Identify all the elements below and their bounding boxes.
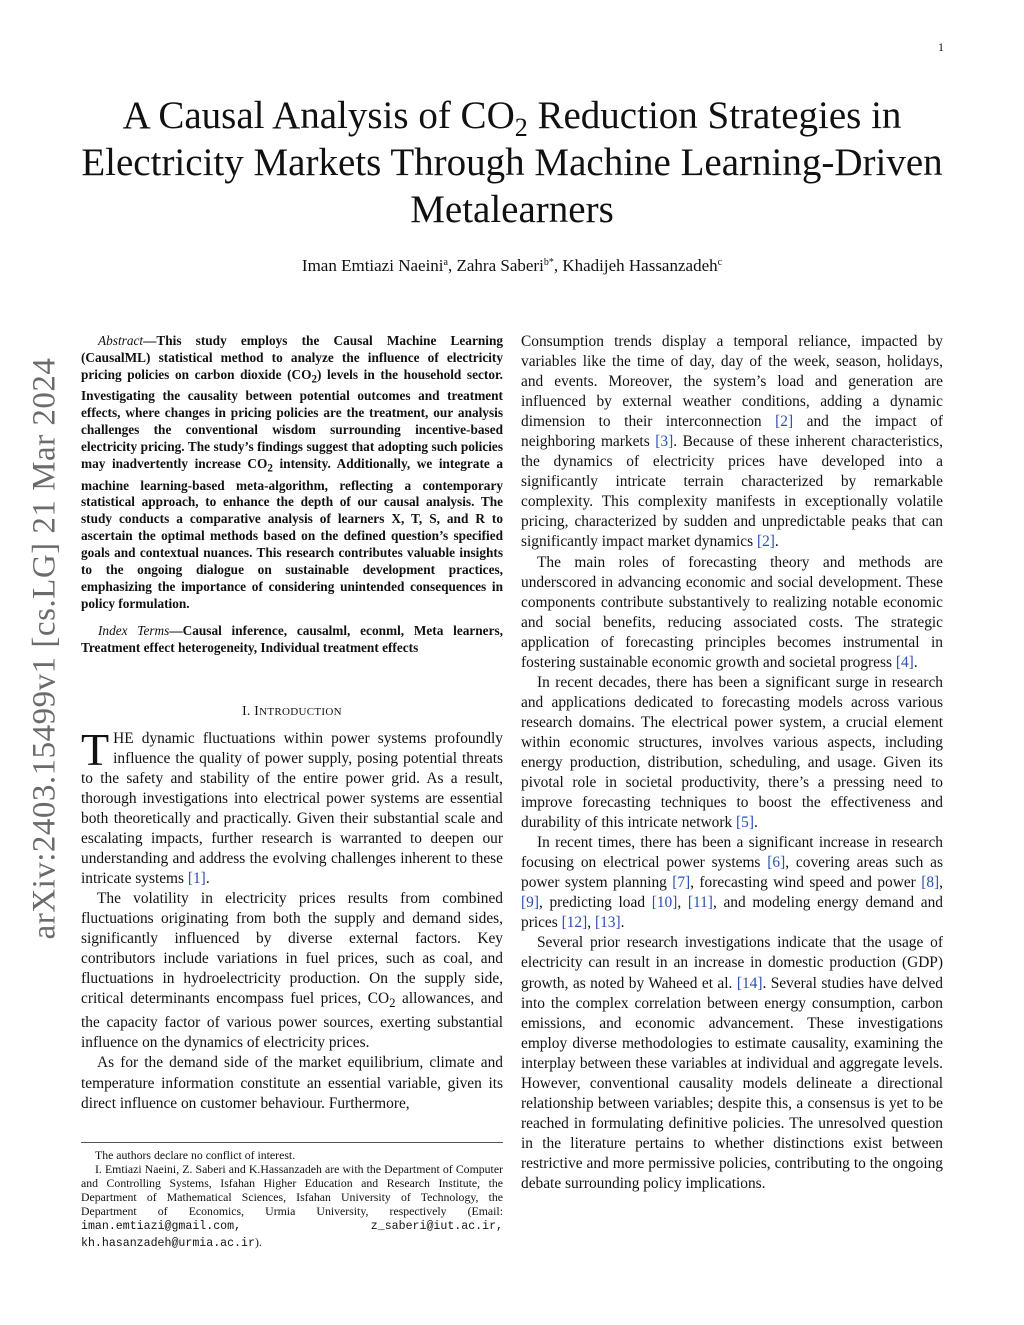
- footnote-separator: ,: [496, 1220, 503, 1234]
- paragraph-text: ,: [939, 874, 943, 892]
- abstract-label: Abstract: [98, 333, 144, 348]
- citation-link[interactable]: [10]: [651, 894, 678, 912]
- section-title-first-letter: I: [254, 702, 260, 718]
- title-part-1: A Causal Analysis of CO: [122, 94, 515, 137]
- title-part-2: Reduction Strategies in Electricity Markets Through Machine Learning-Driven Metalearners: [81, 94, 943, 231]
- paragraph-text: , covering areas such as power system planning: [521, 854, 943, 892]
- author-1: Iman Emtiazi Naeini: [301, 256, 444, 275]
- footnote: The authors declare no conflict of interest.: [95, 1148, 296, 1162]
- paragraph: As for the demand side of the market equilibrium, climate and temperature information constitute an essential variable, given its direct influence on customer behaviour. Furthermore,: [81, 1054, 503, 1112]
- paragraph-text: .: [205, 869, 210, 887]
- footnote-rule: [81, 1142, 503, 1143]
- footnote: [81, 1162, 503, 1251]
- paragraph: [521, 833, 943, 933]
- email-link[interactable]: iman.emtiazi@gmail.com: [81, 1220, 235, 1234]
- citation-link[interactable]: [2]: [756, 533, 775, 551]
- author-2-affiliation: b*: [543, 257, 554, 268]
- paragraph-text: .: [753, 814, 758, 832]
- author-3: Khadijeh Hassanzadeh: [562, 256, 718, 275]
- drop-cap: T: [81, 723, 110, 775]
- left-column: [81, 333, 503, 1114]
- citation-link[interactable]: [14]: [736, 974, 763, 992]
- citation-link[interactable]: [5]: [736, 814, 754, 832]
- paragraph-text: dynamic fluctuations within power systems profoundly influence the quality of power supply, posing potential threats to the safety and stability of the entire power grid. As a result, thorough investigations into electrical power systems are essential both theoretically and practically. Given their substantial scale and escalating impacts, further research is warranted to deepen our understanding and address the evolving challenges inherent to these intricate systems: [81, 729, 503, 887]
- paragraph: [521, 933, 943, 1194]
- paragraph: [81, 889, 503, 1053]
- author-separator: ,: [553, 256, 563, 275]
- index-terms-label: Index Terms: [98, 622, 170, 638]
- email-link[interactable]: kh.hasanzadeh@urmia.ac.ir: [81, 1236, 255, 1250]
- paragraph-text: . Because of these inherent characteristics, the dynamics of electricity prices have developed into a significantly intricate terrain characterized by remarkable complexity. This complexity manifests in exceptionally volatile pricing, characterized by sudden and unpredictable peaks that can significantly impact market dynamics: [521, 433, 943, 551]
- subscript: 2: [389, 996, 396, 1011]
- paragraph-text: , and modeling energy demand and prices: [521, 894, 943, 932]
- paragraph-text: , forecasting wind speed and power: [690, 874, 922, 892]
- index-terms: [81, 623, 503, 657]
- citation-link[interactable]: [4]: [895, 653, 914, 671]
- footnote-text: ).: [254, 1234, 262, 1249]
- paragraph-text: and the impact of neighboring markets: [521, 413, 943, 451]
- email-link[interactable]: z_saberi@iut.ac.ir: [370, 1220, 497, 1234]
- paragraph-text: ,: [677, 894, 688, 912]
- abstract-subscript: 2: [267, 462, 273, 475]
- citation-link[interactable]: [6]: [767, 854, 786, 872]
- abstract-text: intensity. Additionally, we integrate a machine learning-based meta-algorithm, reflecting a contemporary statistical approach, to enhance the depth of our causal analysis. The study conducts a comparative analysis of learners X, T, S, and R to ascertain the optimal methods based on the defined question’s specified goals and contextual nuances. This research contributes valuable insights to the ongoing dialogue on sustainable development practices, emphasizing the importance of considering unintended consequences in policy formulation.: [81, 456, 503, 611]
- footnotes: [81, 1142, 503, 1251]
- footnote-text: I. Emtiazi Naeini, Z. Saberi and K.Hassanzadeh are with the Department of Computer and Controlling Systems, Isfahan Higher Education and Research Institute, the Department of Mathematical Sciences, Isfahan University of Technology, the Department of Economics, Urmia University, respectively (Email:: [81, 1162, 503, 1219]
- section-numeral: I.: [242, 702, 255, 718]
- paragraph-text: .: [913, 653, 918, 671]
- citation-link[interactable]: [8]: [921, 874, 940, 892]
- citation-link[interactable]: [13]: [594, 914, 621, 932]
- citation-link[interactable]: [3]: [655, 433, 674, 451]
- abstract-text: ) levels in the household sector. Investigating the causality between potential outcomes and treatment effects, where changes in pricing policies are the treatment, our analysis challenges the conventional wisdom surrounding incentive-based electricity pricing. The study’s findings suggest that adopting such policies may inadvertently increase CO: [81, 366, 503, 471]
- citation-link[interactable]: [9]: [521, 894, 539, 912]
- paragraph: [521, 332, 943, 553]
- abstract-subscript: 2: [311, 373, 317, 386]
- index-terms-dash: —: [169, 622, 183, 638]
- section-title-rest: NTRODUCTION: [259, 705, 342, 718]
- footnote-separator: ,: [234, 1220, 371, 1234]
- abstract: [81, 333, 503, 613]
- arxiv-identifier-stamp[interactable]: arXiv:2403.15499v1 [cs.LG] 21 Mar 2024: [26, 357, 63, 940]
- citation-link[interactable]: [11]: [687, 894, 713, 912]
- author-list: [60, 256, 964, 276]
- author-1-affiliation: a: [443, 257, 448, 268]
- paragraph-text: Consumption trends display a temporal reliance, impacted by variables like the time of day, day of the week, season, holidays, and events. Moreover, the system’s load and generation are influenced by external weather conditions, adding a dynamic dimension to their interconnection: [521, 333, 943, 431]
- right-column: [521, 332, 943, 1194]
- citation-link[interactable]: [7]: [672, 874, 691, 892]
- section-heading-introduction: [81, 703, 503, 719]
- paragraph-text: Several prior research investigations indicate that the usage of electricity can result in an increase in domestic production (GDP) growth, as noted by Waheed et al.: [521, 934, 943, 992]
- paragraph-text: The volatility in electricity prices results from combined fluctuations originating from both the supply and demand sides, significantly influenced by diverse external factors. Key contributors include variations in fuel prices, such as coal, and fluctuations in hydroelectricity production. On the supply side, critical determinants encompass fuel prices, CO: [81, 890, 503, 1008]
- author-2: Zahra Saberi: [456, 256, 544, 275]
- abstract-text: This study employs the Causal Machine Learning (CausalML) statistical method to analyze the influence of electricity pricing policies on carbon dioxide (CO: [81, 333, 503, 382]
- paragraph: [521, 553, 943, 673]
- paragraph-text: , predicting load: [538, 894, 652, 912]
- paragraph: [521, 673, 943, 833]
- author-3-affiliation: c: [717, 257, 723, 268]
- title-subscript: 2: [514, 113, 528, 142]
- paragraph-text: allowances, and the capacity factor of various power sources, exerting substantial influence on the dynamics of electricity prices.: [81, 990, 503, 1052]
- abstract-dash: —: [143, 333, 157, 348]
- paragraph-text: . Several studies have delved into the complex correlation between energy consumption, carbon emissions, and economic advancement. These investigations employ diverse methodologies to estimate causality, examining the interplay between these variables at individual and aggregate levels. However, conventional causality models delineate a directional relationship between variables; despite this, a consensus is yet to be reached in formulating definitive policies. The unresolved question in the literature pertains to whether distinctions exist between restrictive and more permissive policies, contributing to the ongoing debate surrounding policy implications.: [521, 974, 944, 1192]
- paragraph-text: In recent decades, there has been a significant surge in research and applications dedicated to forecasting models across various research domains. The electrical power system, a crucial element within economic structures, involves various aspects, including energy production, distribution, scheduling, and usage. Given its pivotal role in societal productivity, there’s a pressing need to improve forecasting techniques to boost the effectiveness and durability of this intricate network: [521, 673, 943, 832]
- paragraph: [81, 723, 503, 889]
- citation-link[interactable]: [2]: [775, 413, 794, 431]
- page-number: 1: [938, 40, 944, 54]
- author-separator: ,: [447, 256, 457, 275]
- citation-link[interactable]: [12]: [561, 914, 588, 932]
- paragraph-text: ,: [587, 914, 595, 932]
- paragraph-text: .: [620, 914, 625, 932]
- lead-in: HE: [113, 729, 134, 747]
- index-terms-text: Causal inference, causalml, econml, Meta learners, Treatment effect heterogeneity, Individual treatment effects: [81, 622, 503, 655]
- paragraph-text: The main roles of forecasting theory and methods are underscored in advancing economic and social development. These components contribute substantively to realizing notable economic and social benefits, reducing associated costs. The strategic application of forecasting principles becomes instrumental in fostering sustainable economic growth and societal progress: [521, 553, 943, 671]
- paper-title: [60, 92, 964, 233]
- citation-link[interactable]: [1]: [187, 869, 206, 887]
- paragraph-text: .: [774, 533, 779, 551]
- paragraph-text: In recent times, there has been a significant increase in research focusing on electrical power systems: [521, 834, 943, 872]
